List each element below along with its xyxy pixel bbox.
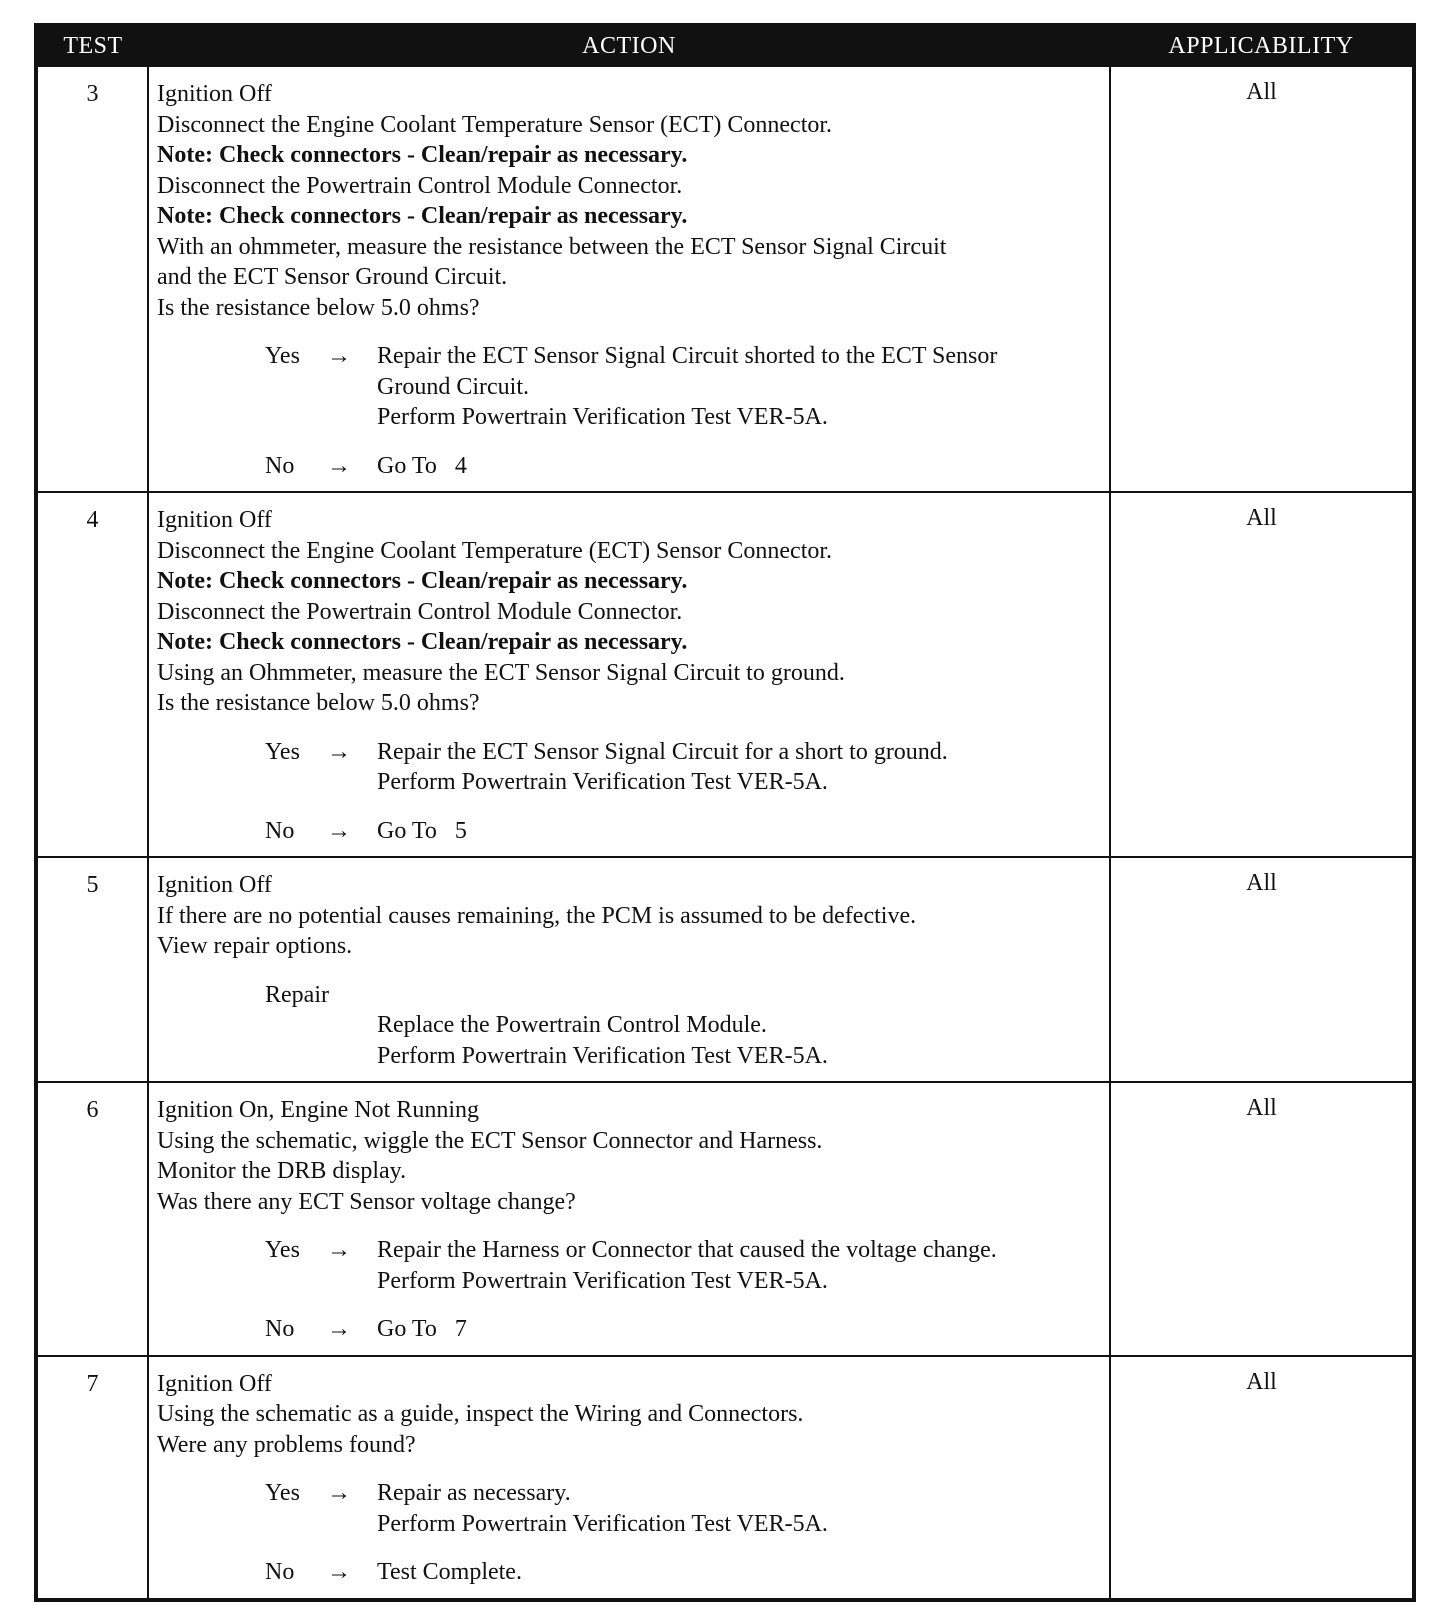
question-line: Were any problems found?	[157, 1431, 416, 1458]
applicability-cell: All	[1110, 857, 1414, 1082]
no-result: Go To 5	[377, 817, 467, 844]
note-line: Note: Check connectors - Clean/repair as necessary.	[157, 568, 688, 594]
yes-result-line: Perform Powertrain Verification Test VER-5A.	[377, 769, 828, 795]
step-line: Using the schematic as a guide, inspect the Wiring and Connectors.	[157, 1401, 804, 1427]
yes-branch	[265, 1478, 1101, 1539]
no-branch	[265, 816, 1101, 847]
no-branch	[265, 1557, 1101, 1588]
step-line: With an ohmmeter, measure the resistance between the ECT Sensor Signal Circuit	[157, 233, 947, 260]
no-branch	[265, 451, 1101, 482]
no-branch	[265, 1314, 1101, 1345]
diagnostic-test-page	[34, 23, 1412, 1602]
action-cell	[148, 1082, 1110, 1356]
applicability-cell: All	[1110, 1082, 1414, 1356]
yes-label: Yes	[265, 738, 300, 765]
step-line: Ignition Off	[157, 507, 272, 533]
yes-result-line: Repair the ECT Sensor Signal Circuit shorted to the ECT Sensor	[377, 343, 998, 369]
repair-line: Perform Powertrain Verification Test VER-5A.	[377, 1042, 828, 1069]
action-cell	[148, 66, 1110, 492]
step-line: Disconnect the Powertrain Control Module Connector.	[157, 598, 683, 625]
header-test: TEST	[36, 25, 148, 66]
test-number: 4	[36, 492, 148, 857]
step-line: Disconnect the Engine Coolant Temperature Sensor (ECT) Connector.	[157, 111, 833, 138]
repair-line: Replace the Powertrain Control Module.	[377, 1012, 767, 1038]
test-number: 5	[36, 857, 148, 1082]
right-arrow-icon: →	[327, 452, 351, 479]
header-action: ACTION	[148, 25, 1110, 66]
test-number: 6	[36, 1082, 148, 1356]
question-line: Was there any ECT Sensor voltage change?	[157, 1188, 576, 1215]
table-row	[36, 66, 1414, 492]
step-line: and the ECT Sensor Ground Circuit.	[157, 264, 508, 290]
yes-result-line: Perform Powertrain Verification Test VER-5A.	[377, 1510, 828, 1537]
note-line: Note: Check connectors - Clean/repair as necessary.	[157, 142, 688, 168]
table-row	[36, 492, 1414, 857]
step-line: Using an Ohmmeter, measure the ECT Sensor Signal Circuit to ground.	[157, 659, 845, 686]
header-applicability: APPLICABILITY	[1110, 25, 1414, 66]
step-line: Using the schematic, wiggle the ECT Sensor Connector and Harness.	[157, 1127, 823, 1154]
right-arrow-icon: →	[327, 1559, 351, 1585]
right-arrow-icon: →	[327, 1237, 351, 1263]
yes-branch	[265, 737, 1101, 798]
yes-branch	[265, 1235, 1101, 1296]
applicability-cell: All	[1110, 1356, 1414, 1600]
yes-branch	[265, 341, 1101, 433]
no-result: Go To 7	[377, 1316, 467, 1342]
no-label: No	[265, 817, 295, 844]
applicability-cell: All	[1110, 66, 1414, 492]
step-line: If there are no potential causes remaining, the PCM is assumed to be defective.	[157, 902, 917, 929]
note-line: Note: Check connectors - Clean/repair as necessary.	[157, 629, 688, 655]
yes-result-line: Perform Powertrain Verification Test VER-5A.	[377, 404, 828, 430]
step-line: Monitor the DRB display.	[157, 1158, 407, 1184]
step-line: Ignition Off	[157, 81, 272, 107]
step-line: Disconnect the Powertrain Control Module Connector.	[157, 172, 683, 199]
yes-label: Yes	[265, 343, 300, 369]
yes-label: Yes	[265, 1480, 300, 1506]
step-line: Ignition Off	[157, 1370, 272, 1397]
step-line: Ignition Off	[157, 872, 272, 898]
right-arrow-icon: →	[327, 738, 351, 765]
yes-result-line: Repair the ECT Sensor Signal Circuit for a short to ground.	[377, 738, 948, 765]
table-header-row	[36, 25, 1414, 66]
yes-result-line: Repair as necessary.	[377, 1480, 571, 1506]
action-cell	[148, 857, 1110, 1082]
question-line: Is the resistance below 5.0 ohms?	[157, 294, 480, 321]
action-cell	[148, 1356, 1110, 1600]
table-row	[36, 1356, 1414, 1600]
yes-result-line: Repair the Harness or Connector that caused the voltage change.	[377, 1237, 997, 1263]
yes-label: Yes	[265, 1237, 300, 1263]
applicability-cell: All	[1110, 492, 1414, 857]
repair-label: Repair	[265, 981, 329, 1008]
diagnostic-test-table	[34, 23, 1416, 1602]
right-arrow-icon: →	[327, 817, 351, 844]
right-arrow-icon: →	[327, 1316, 351, 1342]
no-result: Go To 4	[377, 452, 467, 479]
no-label: No	[265, 1559, 295, 1585]
step-line: Disconnect the Engine Coolant Temperature (ECT) Sensor Connector.	[157, 537, 833, 564]
question-line: Is the resistance below 5.0 ohms?	[157, 690, 480, 716]
note-line: Note: Check connectors - Clean/repair as necessary.	[157, 203, 688, 229]
yes-result-line: Ground Circuit.	[377, 373, 529, 400]
test-number: 7	[36, 1356, 148, 1600]
table-row	[36, 1082, 1414, 1356]
no-label: No	[265, 1316, 295, 1342]
right-arrow-icon: →	[327, 1480, 351, 1506]
table-row	[36, 857, 1414, 1082]
no-result: Test Complete.	[377, 1559, 522, 1585]
action-cell	[148, 492, 1110, 857]
yes-result-line: Perform Powertrain Verification Test VER-5A.	[377, 1267, 828, 1294]
right-arrow-icon: →	[327, 343, 351, 369]
test-number: 3	[36, 66, 148, 492]
step-line: Ignition On, Engine Not Running	[157, 1097, 479, 1123]
no-label: No	[265, 452, 295, 479]
step-line: View repair options.	[157, 933, 353, 959]
